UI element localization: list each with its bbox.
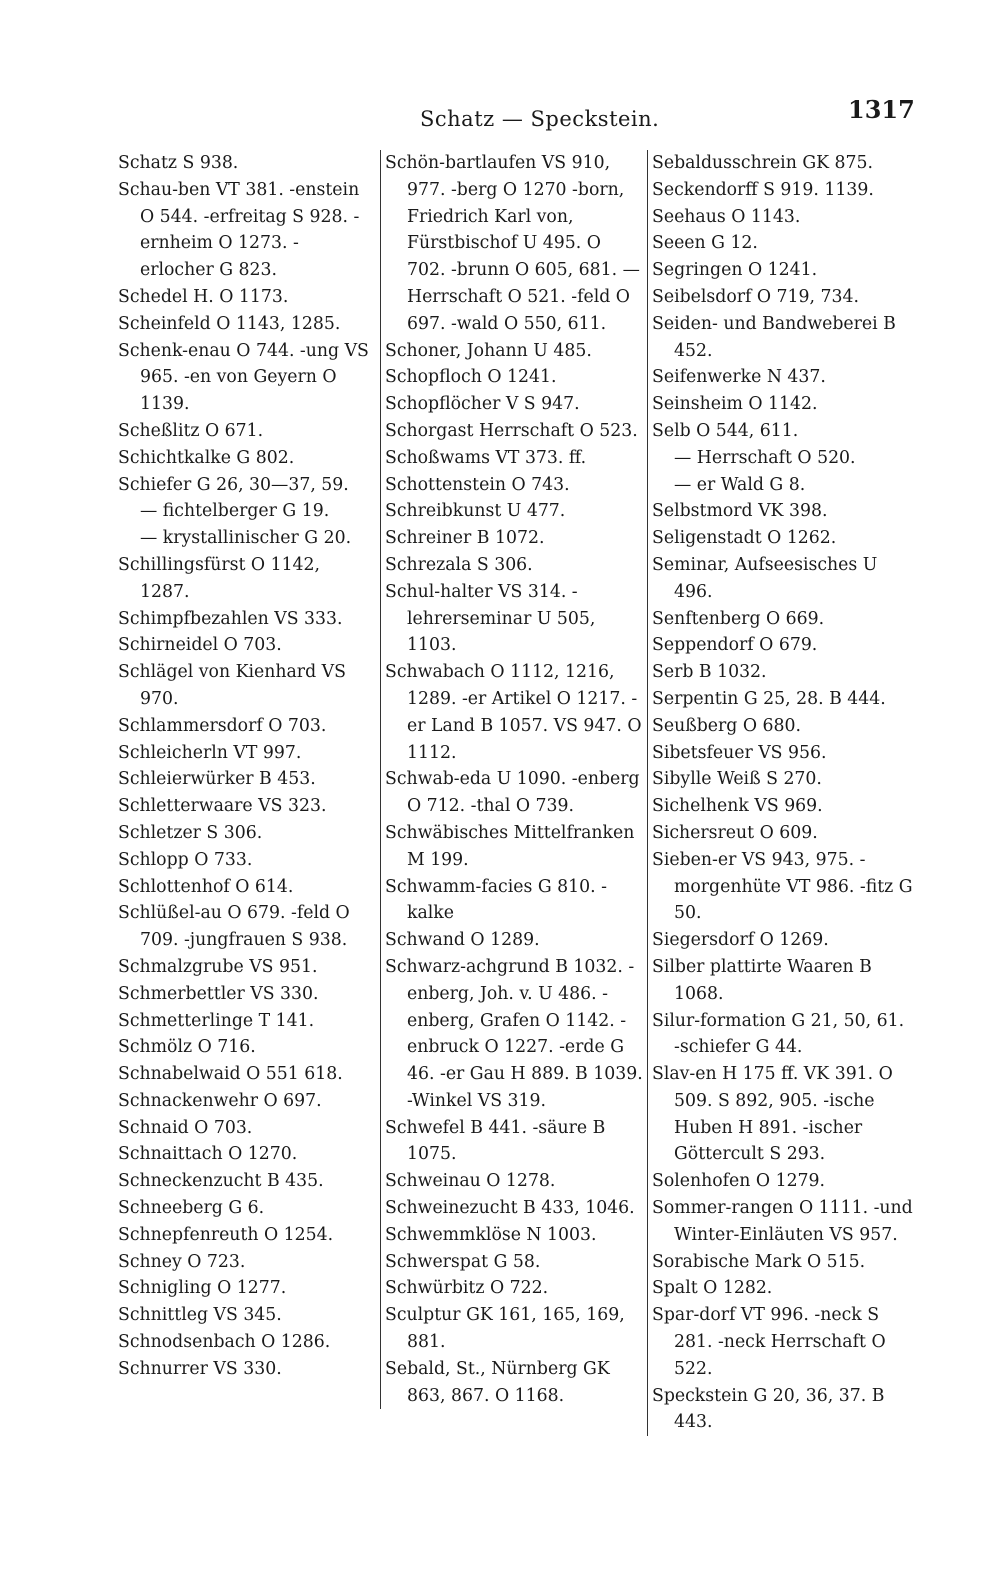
index-entry: Spar-dorf VT 996. -neck S 281. -neck Herrschaft O 522. <box>652 1305 886 1379</box>
index-entry: Schul-halter VS 314. -lehrerseminar U 505, 1103. <box>385 581 596 656</box>
index-entry: Sibetsfeuer VS 956. <box>652 742 827 763</box>
index-entry: Schwabach O 1112, 1216, 1289. -er Artikel O 1217. -er Land B 1057. VS 947. O 1112. <box>385 662 642 763</box>
index-entry: Schleierwürker B 453. <box>118 769 316 790</box>
index-entry: Schnittleg VS 345. <box>118 1305 282 1326</box>
index-entry: — fichtelberger G 19. <box>140 501 330 522</box>
index-entry: Schottenstein O 743. <box>385 474 570 495</box>
index-entry: Schnepfenreuth O 1254. <box>118 1224 334 1245</box>
index-entry: Schletterwaare VS 323. <box>118 796 327 817</box>
index-entry: Serpentin G 25, 28. B 444. <box>652 688 886 709</box>
index-entry: Schweinau O 1278. <box>385 1171 556 1192</box>
index-entry: Siegersdorf O 1269. <box>652 930 829 951</box>
index-entry: — krystallinischer G 20. <box>140 528 352 549</box>
index-entry: Silber plattirte Waaren B 1068. <box>652 956 872 1004</box>
index-entry: Schweinezucht B 433, 1046. <box>385 1198 635 1219</box>
index-entry: Schwamm-facies G 810. -kalke <box>385 876 607 924</box>
index-entry: Schlopp O 733. <box>118 849 253 870</box>
index-entry: Schnabelwaid O 551 618. <box>118 1064 343 1085</box>
index-entry: Sichelhenk VS 969. <box>652 796 823 817</box>
index-entry: Schneckenzucht B 435. <box>118 1171 324 1192</box>
index-entry: Schichtkalke G 802. <box>118 447 295 468</box>
index-entry: Schimpfbezahlen VS 333. <box>118 608 343 629</box>
index-entry: Schwarz-achgrund B 1032. -enberg, Joh. v. U 486. -enberg, Grafen O 1142. -enbruck O 1227. -erde G 46. -er Gau H 889. B 1039. -Winkel VS 319. <box>385 956 643 1111</box>
index-column-1 <box>118 150 372 1383</box>
running-head: Schatz — Speckstein. <box>420 107 660 131</box>
index-entry: Schopfloch O 1241. <box>385 367 557 388</box>
index-entry: Selbstmord VK 398. <box>652 501 828 522</box>
index-entry: Schirneidel O 703. <box>118 635 282 656</box>
index-entry: Schmölz O 716. <box>118 1037 256 1058</box>
index-entry: Schedel H. O 1173. <box>118 286 289 307</box>
index-entry: Schwürbitz O 722. <box>385 1278 549 1299</box>
index-entry: Schwemmklöse N 1003. <box>385 1224 597 1245</box>
index-entry: Sculptur GK 161, 165, 169, 881. <box>385 1305 625 1353</box>
index-entry: Schlammersdorf O 703. <box>118 715 327 736</box>
index-entry: Seehaus O 1143. <box>652 206 801 227</box>
index-entry: Schmetterlinge T 141. <box>118 1010 315 1031</box>
index-entry: Schön-bartlaufen VS 910, 977. -berg O 1270 -born, Friedrich Karl von, Fürstbischof U 495. O 702. -brunn O 605, 681. — Herrschaft O 521. -feld O 697. -wald O 550, 611. <box>385 153 640 334</box>
index-entry: Schau-ben VT 381. -enstein O 544. -erfreitag S 928. -ernheim O 1273. -erlocher G 823. <box>118 179 360 281</box>
index-entry: Seifenwerke N 437. <box>652 367 826 388</box>
index-entry: Seminar, Aufseesisches U 496. <box>652 554 878 602</box>
index-entry: Schleicherln VT 997. <box>118 742 302 763</box>
index-entry: Scheinfeld O 1143, 1285. <box>118 313 341 334</box>
index-entry: Sebald, St., Nürnberg GK 863, 867. O 1168. <box>385 1358 610 1406</box>
index-entry: Schwerspat G 58. <box>385 1251 541 1272</box>
index-entry: Seckendorff S 919. 1139. <box>652 179 874 200</box>
index-entry: Seibelsdorf O 719, 734. <box>652 286 860 307</box>
index-entry: Schrezala S 306. <box>385 554 533 575</box>
index-entry: Schmalzgrube VS 951. <box>118 956 318 977</box>
index-entry: Schmerbettler VS 330. <box>118 983 319 1004</box>
index-entry: Schreibkunst U 477. <box>385 501 566 522</box>
index-entry: Schoßwams VT 373. ff. <box>385 447 587 468</box>
index-entry: Sebaldusschrein GK 875. <box>652 153 874 173</box>
index-entry: Schneeberg G 6. <box>118 1198 265 1219</box>
index-entry: Seiden- und Bandweberei B 452. <box>652 313 896 361</box>
index-entry: Schwab-eda U 1090. -enberg O 712. -thal O 739. <box>385 769 640 817</box>
index-entry: Senftenberg O 669. <box>652 608 825 629</box>
index-entry: Seligenstadt O 1262. <box>652 528 837 549</box>
index-entry: Slav-en H 175 ff. VK 391. O 509. S 892, 905. -ische Huben H 891. -ischer Göttercult S 293. <box>652 1064 893 1165</box>
index-entry: Sorabische Mark O 515. <box>652 1251 866 1272</box>
index-entry: Schlottenhof O 614. <box>118 876 294 897</box>
index-entry: Schopflöcher V S 947. <box>385 394 580 415</box>
index-entry: Sieben-er VS 943, 975. -morgenhüte VT 986. -fitz G 50. <box>652 849 913 924</box>
index-entry: Schnigling O 1277. <box>118 1278 287 1299</box>
index-column-2 <box>380 150 643 1409</box>
index-entry: Solenhofen O 1279. <box>652 1171 826 1192</box>
index-entry: Scheßlitz O 671. <box>118 420 264 441</box>
index-entry: Schletzer S 306. <box>118 822 263 843</box>
index-entry: Schorgast Herrschaft O 523. <box>385 420 638 441</box>
index-entry: Silur-formation G 21, 50, 61. -schiefer G 44. <box>652 1010 905 1058</box>
index-entry: Selb O 544, 611. <box>652 420 799 441</box>
index-entry: Seeen G 12. <box>652 233 758 254</box>
index-entry: Schlägel von Kienhard VS 970. <box>118 662 346 709</box>
index-entry: Schnackenwehr O 697. <box>118 1090 322 1111</box>
page-header <box>0 95 1000 145</box>
index-entry: Schney O 723. <box>118 1251 246 1272</box>
index-entry: Sommer-rangen O 1111. -und Winter-Einläuten VS 957. <box>652 1198 913 1245</box>
index-entry: Schwefel B 441. -säure B 1075. <box>385 1117 606 1165</box>
index-entry: Schnurrer VS 330. <box>118 1358 282 1379</box>
index-entry: Schenk-enau O 744. -ung VS 965. -en von Geyern O 1139. <box>118 340 369 415</box>
index-entry: Schnodsenbach O 1286. <box>118 1332 331 1353</box>
index-entry: Seußberg O 680. <box>652 715 801 736</box>
index-entry: Serb B 1032. <box>652 662 767 683</box>
index-entry: Schillingsfürst O 1142, 1287. <box>118 554 321 602</box>
index-columns <box>118 150 913 1433</box>
page-number: 1317 <box>848 95 915 124</box>
index-entry: Spalt O 1282. <box>652 1278 773 1299</box>
index-entry: Schoner, Johann U 485. <box>385 340 592 361</box>
index-column-3 <box>647 150 914 1436</box>
index-entry: — er Wald G 8. <box>674 474 806 495</box>
index-entry: Schreiner B 1072. <box>385 528 545 549</box>
index-entry: Speckstein G 20, 36, 37. B 443. <box>652 1385 885 1433</box>
index-entry: Sichersreut O 609. <box>652 822 818 843</box>
index-entry: Schwand O 1289. <box>385 930 540 951</box>
index-entry: — Herrschaft O 520. <box>674 447 856 468</box>
index-entry: Schlüßel-au O 679. -feld O 709. -jungfrauen S 938. <box>118 903 350 951</box>
index-entry: Schnaid O 703. <box>118 1117 253 1138</box>
index-entry: Seinsheim O 1142. <box>652 394 818 415</box>
index-entry: Schnaittach O 1270. <box>118 1144 298 1165</box>
index-entry: Schiefer G 26, 30—37, 59. <box>118 474 349 495</box>
index-entry: Sibylle Weiß S 270. <box>652 769 822 790</box>
index-entry: Schwäbisches Mittelfranken M 199. <box>385 822 635 870</box>
index-entry: Segringen O 1241. <box>652 260 818 281</box>
index-entry: Seppendorf O 679. <box>652 635 818 656</box>
index-entry: Schatz S 938. <box>118 153 239 173</box>
